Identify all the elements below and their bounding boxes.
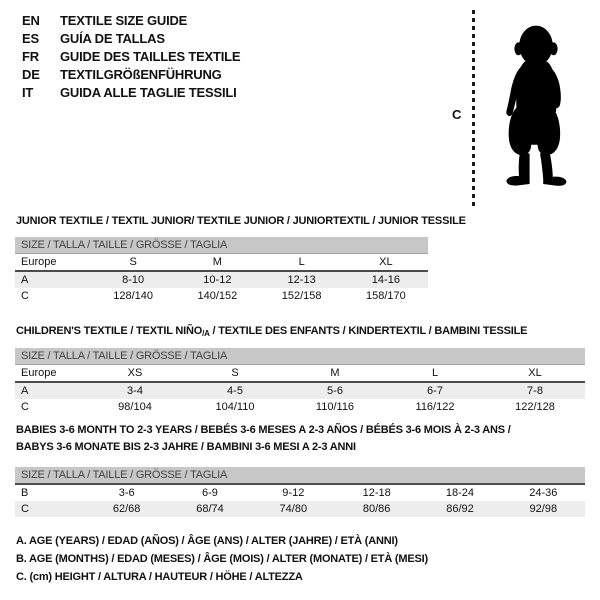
row-label: C	[21, 503, 29, 515]
size-header-band: SIZE / TALLA / TAILLE / GRÖSSE / TAGLIA	[15, 348, 585, 365]
cell: 74/80	[279, 503, 308, 515]
col-header: L	[298, 256, 305, 268]
col-header: XL	[379, 256, 393, 268]
cell: 3-4	[127, 385, 143, 397]
junior-table-title: JUNIOR TEXTILE / TEXTIL JUNIOR/ TEXTILE JUNIOR / JUNIORTEXTIL / JUNIOR TESSILE	[16, 215, 466, 227]
col-header: M	[330, 367, 340, 379]
cell: 6-9	[202, 487, 218, 499]
col-header: S	[129, 256, 137, 268]
measurement-legend	[16, 532, 428, 586]
cell: 6-7	[427, 385, 443, 397]
lang-code: IT	[22, 85, 34, 100]
lang-code: DE	[22, 67, 40, 82]
cell: 128/140	[113, 290, 153, 302]
language-list	[22, 12, 240, 102]
cell: 104/110	[215, 401, 255, 413]
cell: 140/152	[197, 290, 238, 302]
cell: 110/116	[315, 401, 355, 413]
cell: 92/98	[529, 503, 558, 515]
row-label: B	[21, 487, 29, 499]
cell: 12-13	[287, 274, 316, 286]
cell: 9-12	[282, 487, 305, 499]
row-label: C	[21, 401, 29, 413]
col-header: S	[231, 367, 239, 379]
legend-line-a: A. AGE (YEARS) / EDAD (AÑOS) / ÂGE (ANS) / ALTER (JAHRE) / ETÀ (ANNI)	[16, 535, 398, 547]
cell: 86/92	[446, 503, 474, 515]
cell: 3-6	[118, 487, 135, 499]
row-label: C	[21, 290, 29, 302]
table-row-c	[15, 501, 585, 517]
cell: 68/74	[196, 503, 224, 515]
lang-label: GUIDE DES TAILLES TEXTILE	[60, 49, 241, 64]
table-row-b	[15, 485, 585, 501]
region-label: Europe	[21, 367, 57, 379]
cell: 24-36	[529, 487, 558, 499]
lang-label: TEXTILE SIZE GUIDE	[60, 13, 188, 28]
title-text: CHILDREN'S TEXTILE / TEXTIL NIÑO	[16, 325, 203, 337]
legend-line-c: C. (cm) HEIGHT / ALTURA / HAUTEUR / HÖHE / ALTEZZA	[16, 571, 303, 583]
cell: 14-16	[371, 274, 400, 286]
baby-silhouette-icon	[500, 8, 572, 208]
title-subscript: /A	[202, 329, 210, 338]
col-header: M	[212, 256, 222, 268]
table-row-c	[15, 399, 585, 415]
lang-code: EN	[22, 13, 40, 28]
size-header-band: SIZE / TALLA / TAILLE / GRÖSSE / TAGLIA	[15, 467, 585, 485]
children-table	[15, 348, 585, 415]
height-measure-dotted-line	[472, 10, 475, 210]
col-header: XS	[127, 367, 143, 379]
cell: 80/86	[362, 503, 391, 515]
cell: 12-18	[362, 487, 391, 499]
col-header: L	[431, 367, 439, 379]
cell: 18-24	[445, 487, 475, 499]
cell: 62/68	[112, 503, 141, 515]
cell: 116/122	[415, 401, 455, 413]
cell: 152/158	[281, 290, 322, 302]
row-label: A	[21, 274, 29, 286]
cell: 5-6	[327, 385, 343, 397]
lang-row-it	[22, 84, 240, 102]
title-text: / TEXTILE DES ENFANTS / KINDERTEXTIL / BAMBINI TESSILE	[209, 325, 528, 337]
title-line-1: BABIES 3-6 MONTH TO 2-3 YEARS / BEBÉS 3-6 MESES A 2-3 AÑOS / BÉBÉS 3-6 MOIS À 2-3 ANS /	[16, 424, 511, 436]
cell: 158/170	[365, 290, 406, 302]
cell: 122/128	[515, 401, 555, 413]
region-label: Europe	[21, 256, 57, 268]
cell: 10-12	[203, 274, 232, 286]
junior-table	[15, 237, 428, 304]
cell: 4-5	[227, 385, 243, 397]
lang-row-es	[22, 30, 240, 48]
lang-row-de	[22, 66, 240, 84]
lang-label: GUÍA DE TALLAS	[60, 31, 165, 46]
lang-label: GUIDA ALLE TAGLIE TESSILI	[60, 85, 237, 100]
table-row-c	[15, 288, 428, 304]
header-row	[15, 254, 428, 272]
table-row-a	[15, 383, 585, 399]
cell: 98/104	[118, 401, 152, 413]
babies-table-title	[16, 422, 511, 456]
babies-table	[15, 467, 585, 517]
measure-label-c: C	[452, 107, 462, 122]
children-table-title	[16, 325, 527, 338]
table-row-a	[15, 272, 428, 288]
title-line-2: BABYS 3-6 MONATE BIS 2-3 JAHRE / BAMBINI 3-6 MESI A 2-3 ANNI	[16, 441, 356, 453]
legend-line-b: B. AGE (MONTHS) / EDAD (MESES) / ÂGE (MOIS) / ALTER (MONATE) / ETÀ (MESI)	[16, 553, 428, 565]
header-row	[15, 365, 585, 383]
lang-row-fr	[22, 48, 240, 66]
cell: 8-10	[122, 274, 145, 286]
lang-label: TEXTILGRÖßENFÜHRUNG	[60, 67, 222, 82]
lang-code: FR	[22, 49, 39, 64]
row-label: A	[21, 385, 29, 397]
cell: 7-8	[527, 385, 543, 397]
size-header-band: SIZE / TALLA / TAILLE / GRÖSSE / TAGLIA	[15, 237, 428, 254]
col-header: XL	[528, 367, 542, 379]
lang-row-en	[22, 12, 240, 30]
lang-code: ES	[22, 31, 39, 46]
